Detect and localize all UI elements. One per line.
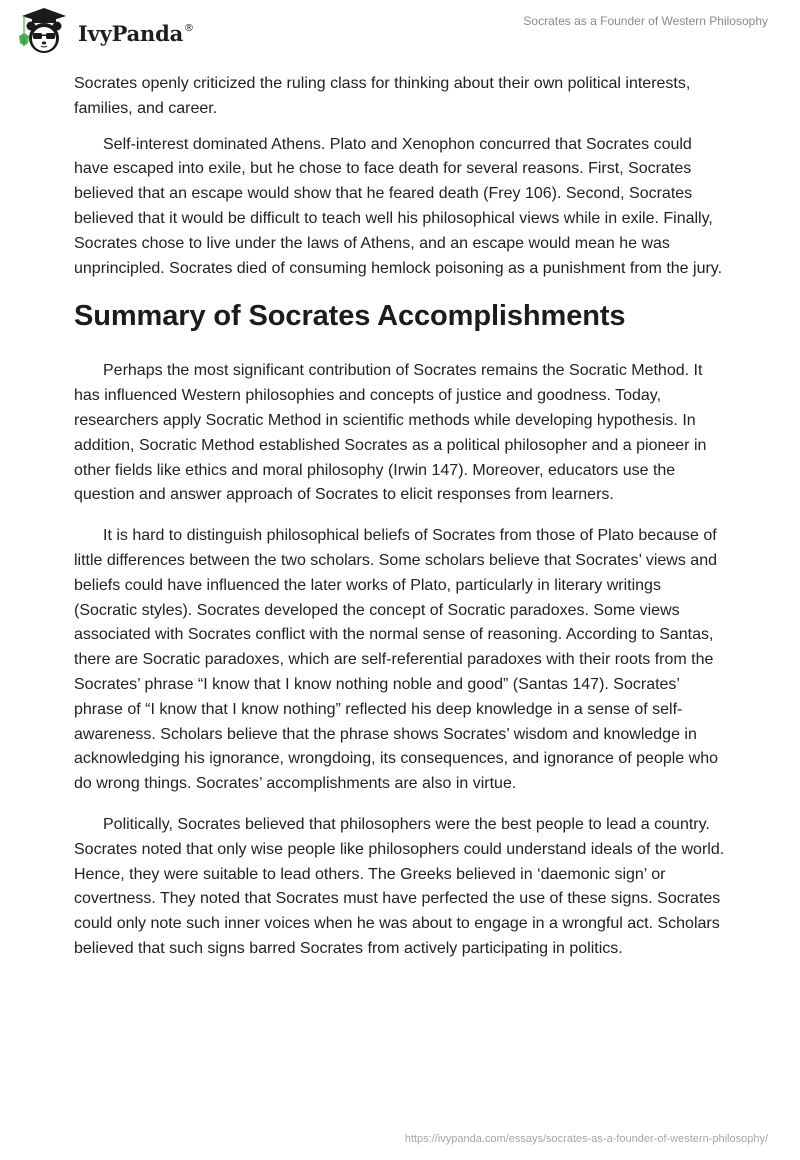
document-title: Socrates as a Founder of Western Philosophy: [523, 14, 768, 28]
paragraph: Self-interest dominated Athens. Plato and Xenophon concurred that Socrates could have escaped into exile, but he chose to face death for several reasons. First, Socrates believed that an escape would show that he feared death (Frey 106). Second, Socrates believed that it would be difficult to teach well his philosophical views while in exile. Finally, Socrates chose to live under the laws of Athens, and an escape would mean he was unprincipled. Socrates died of consuming hemlock poisoning as a punishment from the jury.: [74, 135, 723, 277]
ivypanda-logo[interactable]: [14, 6, 194, 56]
panda-graduate-icon: [14, 6, 74, 56]
paragraph: Perhaps the most significant contribution of Socrates remains the Socratic Method. It has influenced Western philosophies and concepts of justice and goodness. Today, researchers apply Socratic Method in scientific methods while developing hypothesis. In addition, Socratic Method established Socrates as a political philosopher and a pioneer in other fields like ethics and moral philosophy (Irwin 147). Moreover, educators use the question and answer approach of Socrates to elicit responses from learners.: [74, 362, 707, 504]
section-heading: Summary of Socrates Accomplishments: [74, 300, 626, 333]
logo-text: IvyPanda: [78, 20, 184, 46]
source-url-link[interactable]: https://ivypanda.com/essays/socrates-as-a-founder-of-western-philosophy/: [404, 1133, 768, 1145]
paragraph: Politically, Socrates believed that philosophers were the best people to lead a country. Socrates noted that only wise people like philosophers could understand ideals of the world. Hence, they were suitable to lead others. The Greeks believed in ‘daemonic sign’ or covertness. They noted that Socrates must have perfected the use of these signs. Socrates could only note such inner voices when he was about to engage in a wrongful act. Scholars believed that such signs barred Socrates from actively participating in politics.: [74, 815, 725, 957]
paragraph: It is hard to distinguish philosophical beliefs of Socrates from those of Plato because of little differences between the two scholars. Some scholars believe that Socrates’ views and beliefs could have influenced the later works of Plato, particularly in literary writings (Socratic styles). Socrates developed the concept of Socratic paradoxes. Some views associated with Socrates conflict with the normal sense of reasoning. According to Santas, there are Socratic paradoxes, which are self-referential paradoxes with their roots from the Socrates’ phrase “I know that I know nothing noble and good” (Santas 147). Socrates’ phrase of “I know that I know nothing” reflected his deep knowledge in a sense of self-awareness. Scholars believe that the phrase shows Socrates’ wisdom and knowledge in acknowledging his ignorance, wrongdoing, its consequences, and ignorance of people who do wrong things. Socrates’ accomplishments are also in virtue.: [74, 527, 718, 793]
page-header: [0, 0, 800, 60]
registered-mark: ®: [184, 22, 195, 34]
paragraph: Socrates openly criticized the ruling class for thinking about their own political interests, families, and career.: [74, 75, 691, 117]
essay-content: [74, 72, 728, 978]
